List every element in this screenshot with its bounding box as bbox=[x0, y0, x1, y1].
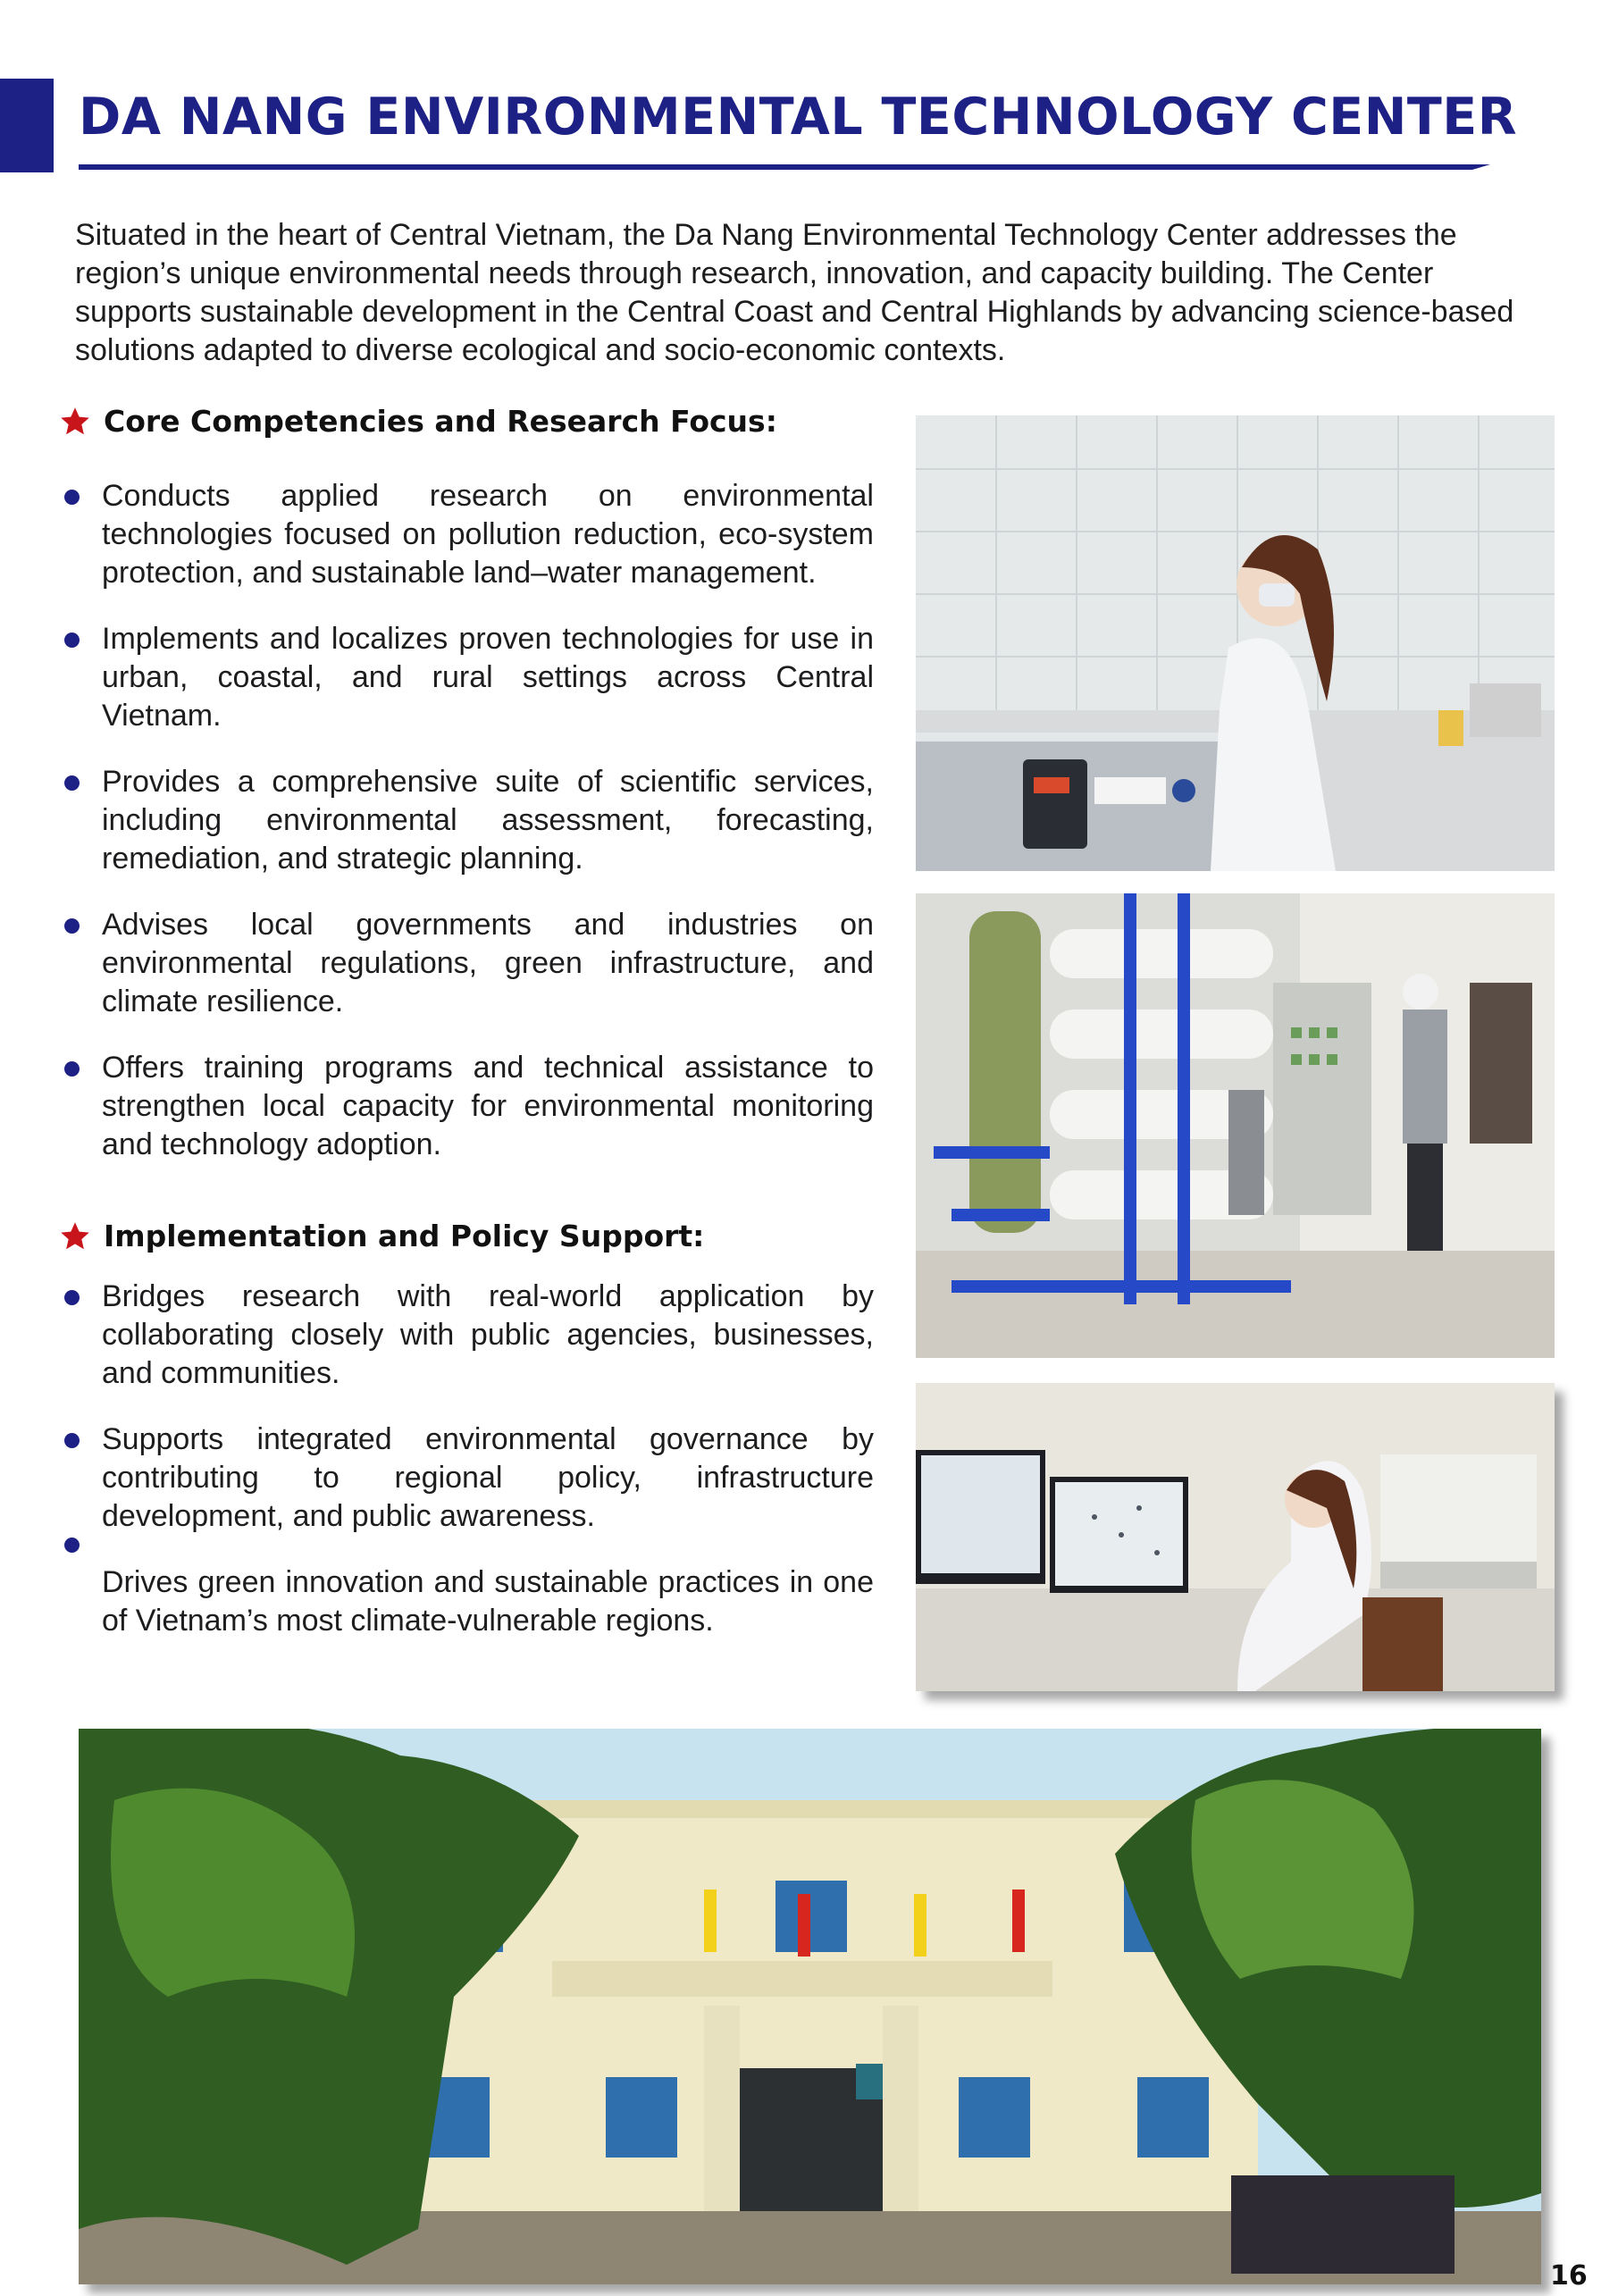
section-heading-implementation bbox=[59, 1219, 704, 1253]
list-item: Conducts applied research on environmental technologies focused on pollution reduction, eco-system protection, and sustainable land–water management. bbox=[59, 477, 874, 592]
list-item: Implements and localizes proven technologies for use in urban, coastal, and rural settings across Central Vietnam. bbox=[59, 620, 874, 735]
list-item: Bridges research with real-world application by collaborating closely with public agencies, businesses, and communities. bbox=[59, 1278, 874, 1393]
bullet-dot-icon bbox=[64, 1538, 80, 1553]
bullet-dot-icon bbox=[64, 1290, 80, 1305]
bullet-dot-icon bbox=[64, 1433, 80, 1448]
section-heading-core-competencies bbox=[59, 404, 777, 439]
center-building-photo bbox=[79, 1729, 1541, 2284]
computer-workstation-photo bbox=[916, 1383, 1555, 1691]
bullet-dot-icon bbox=[64, 775, 80, 791]
core-competencies-list bbox=[59, 477, 874, 1164]
list-item: Supports integrated environmental governance by contributing to regional policy, infrastructure development, and public awareness. bbox=[59, 1420, 874, 1536]
bullet-dot-icon bbox=[64, 633, 80, 648]
list-item bbox=[59, 1536, 874, 1563]
title-accent-bar bbox=[0, 79, 54, 172]
intro-paragraph: Situated in the heart of Central Vietnam, the Da Nang Environmental Technology Center addresses the region’s unique environmental needs through research, innovation, and capacity building. The Center supports sustainable development in the Central Coast and Central Highlands by advancing science-based solutions adapted to diverse ecological and socio-economic contexts. bbox=[75, 218, 1514, 367]
water-treatment-system-photo bbox=[916, 893, 1555, 1358]
bullet-dot-icon bbox=[64, 918, 80, 934]
bullet-dot-icon bbox=[64, 490, 80, 505]
page-number: 16 bbox=[1550, 2260, 1588, 2292]
title-underline bbox=[79, 164, 1490, 170]
list-item: Offers training programs and technical assistance to strengthen local capacity for environmental monitoring and technology adoption. bbox=[59, 1049, 874, 1164]
star-icon bbox=[59, 1220, 91, 1253]
section-heading-label: Implementation and Policy Support: bbox=[104, 1219, 705, 1253]
bullet-dot-icon bbox=[64, 1061, 80, 1077]
list-item: Provides a comprehensive suite of scientific services, including environmental assessment, forecasting, remediation, and strategic planning. bbox=[59, 763, 874, 878]
page-title: DA NANG ENVIRONMENTAL TECHNOLOGY CENTER bbox=[79, 88, 1518, 147]
list-item: Advises local governments and industries on environmental regulations, green infrastructure, and climate resilience. bbox=[59, 906, 874, 1021]
star-icon bbox=[59, 406, 91, 438]
implementation-list bbox=[59, 1278, 874, 1640]
section-heading-label: Core Competencies and Research Focus: bbox=[104, 404, 777, 439]
lab-technician-photo bbox=[916, 415, 1555, 871]
list-item: Drives green innovation and sustainable practices in one of Vietnam’s most climate-vulnerable regions. bbox=[102, 1565, 874, 1638]
